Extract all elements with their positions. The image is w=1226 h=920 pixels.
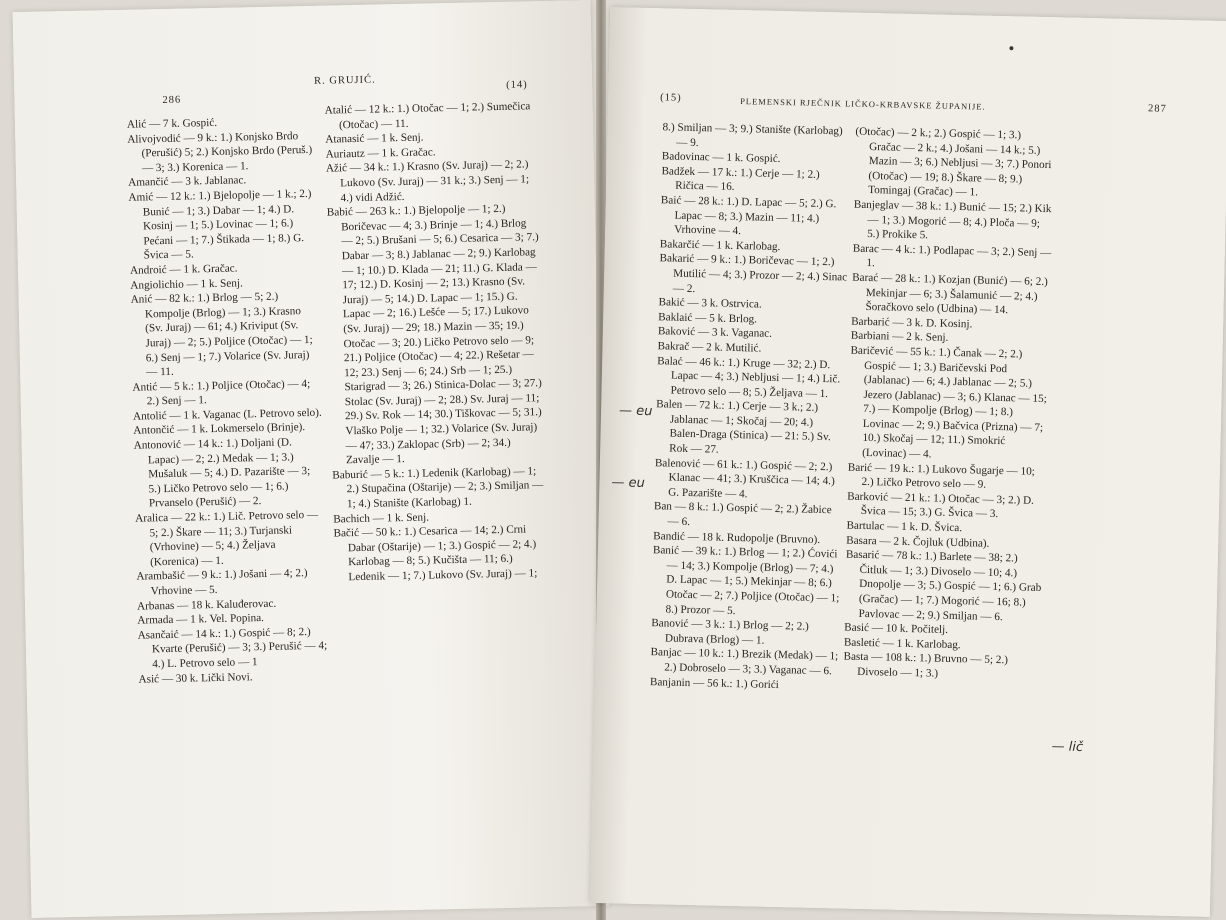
print-dot (1009, 46, 1013, 50)
dictionary-entry: Antončić — 1 k. Lokmerselo (Brinje). (133, 421, 306, 438)
dictionary-entry: Alić — 7 k. Gospić. (126, 116, 218, 131)
dictionary-entry: Auriautz — 1 k. Gračac. (325, 146, 436, 161)
dictionary-entry: Banović — 3 k.: 1.) Brlog — 2; 2.) Dubrava (Brlog) — 1. (651, 617, 809, 647)
dictionary-entry: Ban — 8 k.: 1.) Gospić — 2; 2.) Žabice — 6. (653, 500, 832, 529)
dictionary-entry: Alivojvodić — 9 k.: 1.) Konjsko Brdo (Perušić) 5; 2.) Konjsko Brdo (Peruš.) — 3; 3.) Korenica — 1. (127, 129, 313, 175)
dictionary-entry: Badovinac — 1 k. Gospić. (661, 150, 781, 166)
dictionary-entry: Barac — 4 k.: 1.) Podlapac — 3; 2.) Senj — 1. (852, 242, 1052, 270)
dictionary-entry: Baburić — 5 k.: 1.) Ledenik (Karlobag) — 1; 2.) Stupačina (Oštarije) — 2; 3.) Smiljan — 1; 4.) Stanište (Karlobag) 1. (332, 465, 544, 511)
dictionary-entry: Arambašić — 9 k.: 1.) Jošani — 4; 2.) Vrhovine — 5. (136, 567, 308, 598)
dictionary-entry: Asančaić — 14 k.: 1.) Gospić — 8; 2.) Kvarte (Perušić) — 3; 3.) Perušić — 4; 4.) L. Petrovo selo — 1 (137, 625, 328, 671)
dictionary-entry: Armada — 1 k. Vel. Popina. (137, 612, 265, 627)
dictionary-entry: Anić — 82 k.: 1.) Brlog — 5; 2.) Kompolje (Brlog) — 1; 3.) Krasno (Sv. Juraj) — 61; 4.) Kriviput (Sv. Juraj) — 2; 5.) Poljice (Otočac) — 1; 6.) Senj — 1; 7.) Volarice (Sv. Juraj) — 11. (130, 290, 313, 379)
dictionary-entry: Bachich — 1 k. Senj. (333, 511, 430, 526)
dictionary-entry: Balenović — 61 k.: 1.) Gospić — 2; 2.) Klanac — 41; 3.) Kruščica — 14; 4.) G. Pazarište — 4. (654, 456, 835, 501)
right-running-head: PLEMENSKI RJEČNIK LIČKO-KRBAVSKE ŽUPANIJE. (740, 96, 986, 112)
dictionary-entry: Balać — 46 k.: 1.) Kruge — 32; 2.) D. Lapac — 4; 3.) Nebljusi — 1; 4.) Lič. Petrovo selo — 8; 5.) Željava — 1. (657, 354, 841, 400)
dictionary-entry: Antonović — 14 k.: 1.) Doljani (D. Lapac) — 2; 2.) Medak — 1; 3.) Mušaluk — 5; 4.) D. Pazarište — 3; 5.) Ličko Petrovo selo — 1; 6.) Prvanselo (Perušić) — 2. (133, 436, 311, 510)
dictionary-entry: Antolić — 1 k. Vaganac (L. Petrovo selo). (132, 406, 322, 423)
left-page (13, 0, 610, 918)
dictionary-entry: Barbiani — 2 k. Senj. (850, 329, 949, 345)
dictionary-entry: Barbarić — 3 k. D. Kosinj. (851, 315, 973, 331)
dictionary-entry: Amančić — 3 k. Jablanac. (128, 174, 247, 190)
left-page-number: 286 (162, 94, 182, 107)
dictionary-entry: Arbanas — 18 k. Kaluđerovac. (136, 597, 277, 613)
dictionary-entry: Baklaić — 5 k. Brlog. (658, 310, 758, 326)
dictionary-entry: Bandić — 18 k. Rudopolje (Bruvno). (653, 529, 821, 546)
left-running-head: R. GRUJIĆ. (313, 74, 376, 87)
dictionary-entry: Balen — 72 k.: 1.) Cerje — 3 k.; 2.) Jablanac — 1; Skočaj — 20; 4.) Balen-Draga (Stinica) — 21: 5.) Sv. Rok — 27. (656, 398, 831, 456)
right-page (590, 7, 1226, 917)
dictionary-entry: Ažić — 34 k.: 1.) Krasno (Sv. Juraj) — 2; 2.) Lukovo (Sv. Juraj) — 31 k.; 3.) Senj — 1; 4.) vidi Adžić. (325, 158, 530, 204)
dictionary-entry: Banjanin — 56 k.: 1.) Gorići (649, 675, 780, 691)
left-column-number: (14) (506, 79, 528, 91)
dictionary-entry: Barković — 21 k.: 1.) Otočac — 3; 2.) D. Švica — 15; 3.) G. Švica — 3. (847, 490, 1035, 521)
dictionary-entry: Baković — 3 k. Vaganac. (657, 325, 773, 341)
dictionary-entry: Amić — 12 k.: 1.) Bjelopolje — 1 k.; 2.) Bunić — 1; 3.) Dabar — 1; 4.) D. Kosinj — 1; 5.) Lovinac — 1; 6.) Pećani — 1; 7.) Štikada — 1; 8.) G. Švica — 5. (128, 187, 312, 262)
dictionary-entry: Antić — 5 k.: 1.) Poljice (Otočac) — 4; 2.) Senj — 1. (132, 377, 311, 408)
dictionary-entry: Atalić — 12 k.: 1.) Otočac — 1; 2.) Sumečica (Otočac) — 11. (324, 100, 531, 131)
dictionary-entry: Badžek — 17 k.: 1.) Cerje — 1; 2.) Ričica — 16. (661, 165, 820, 194)
dictionary-entry: Baić — 28 k.: 1.) D. Lapac — 5; 2.) G. Lapac — 8; 3.) Mazin — 11; 4.) Vrhovine — 4. (660, 194, 837, 238)
dictionary-entry: Baričević — 55 k.: 1.) Čanak — 2; 2.) Gospić — 1; 3.) Baričevski Pod (Jablanac) — 6; 4.) Jablanac — 2; 5.) Jezero (Jablanac) — 3; 6.) Klanac — 15; 7.) — Kompolje (Brlog) — 1; 8.) Lovinac — 2; 9.) Bačvica (Prizna) — 7; 10.) Skočaj — 12; 11.) Smokrić (Lovinac) — 4. (850, 344, 1047, 461)
dictionary-entry: Bartulac — 1 k. D. Švica. (846, 519, 963, 535)
dictionary-entry: Basta — 108 k.: 1.) Bruvno — 5; 2.) Divoselo — 1; 3.) (843, 650, 1009, 680)
left-column-2 (325, 99, 547, 585)
right-page-number: 287 (1147, 103, 1167, 115)
dictionary-entry: Asić — 30 k. Lički Novi. (138, 670, 253, 686)
dictionary-entry: Banjeglav — 38 k.: 1.) Bunić — 15; 2.) Kik — 1; 3.) Mogorić — 8; 4.) Ploča — 9; 5.) Prokike 5. (853, 198, 1052, 242)
dictionary-entry: Banjac — 10 k.: 1.) Brezik (Medak) — 1; 2.) Dobroselo — 3; 3.) Vaganac — 6. (650, 646, 839, 678)
right-column-1 (650, 120, 851, 693)
dictionary-entry: Atanasić — 1 k. Senj. (325, 131, 424, 146)
dictionary-entry: Aralica — 22 k.: 1.) Lič. Petrovo selo — 5; 2.) Škare — 11; 3.) Turjanski (Vrhovine) — 5; 4.) Željava (Korenica) — 1. (135, 508, 319, 569)
dictionary-entry: Barać — 28 k.: 1.) Kozjan (Bunić) — 6; 2.) Mekinjar — 6; 3.) Šalamunić — 2; 4.) Šoračkovo selo (Udbina) — 14. (852, 271, 1048, 317)
dictionary-entry: Basletić — 1 k. Karlobag. (843, 636, 961, 651)
dictionary-entry: Bakarić — 9 k.: 1.) Boričevac — 1; 2.) Mutilić — 4; 3.) Prozor — 2; 4.) Sinac — 2. (659, 252, 848, 295)
dictionary-entry: Banić — 39 k.: 1.) Brlog — 1; 2.) Ćovići — 14; 3.) Kompolje (Brlog) — 7; 4.) D. Lapac — 1; 5.) Mekinjar — 8; 6.) Otočac — 2; 7.) Poljice (Otočac) — 1; 8.) Prozor — 5. (652, 544, 840, 617)
dictionary-entry: Bačić — 50 k.: 1.) Cesarica — 14; 2.) Crni Dabar (Oštarije) — 1; 3.) Gospić — 2; 4.) Karlobag — 8; 5.) Kučišta — 11; 6.) Ledenik — 1; 7.) Lukovo (Sv. Juraj) — 1; (333, 523, 538, 584)
dictionary-entry: Barić — 19 k.: 1.) Lukovo Šugarje — 10; 2.) Ličko Petrovo selo — 9. (847, 461, 1036, 491)
margin-note: — lič (1051, 739, 1084, 755)
dictionary-entry: Androić — 1 k. Gračac. (129, 262, 238, 277)
dictionary-entry: (Otočac) — 2 k.; 2.) Gospić — 1; 3.) Gračac — 2 k.; 4.) Jošani — 14 k.; 5.) Mazin — 3; 6.) Nebljusi — 3; 7.) Ponori (Otočac) — 19; 8.) Škare — 8; 9.) Tomingaj (Gračac) — 1. (855, 125, 1052, 199)
dictionary-entry: Basarić — 78 k.: 1.) Barlete — 38; 2.) Čitluk — 1; 3.) Divoselo — 10; 4.) Dnopolje — 3; 5.) Gospić — 1; 6.) Grab (Gračac) — 1; 7.) Mogorić — 16; 8.) Pavlovac — 2; 9.) Smiljan — 6. (845, 548, 1042, 623)
dictionary-entry: Bakrač — 2 k. Mutilić. (657, 340, 762, 355)
dictionary-entry: Babić — 263 k.: 1.) Bjelopolje — 1; 2.) Boričevac — 4; 3.) Brinje — 1; 4.) Brlog — 2; 5.) Brušani — 5; 6.) Cesarica — 3; 7.) Dabar — 3; 8.) Jablanac — 2; 9.) Karlobag — 1; 10.) D. Klada — 21; 11.) G. Klada — 17; 12.) D. Kosinj — 2; 13.) Krasno (Sv. Juraj) — 5; 14.) D. Lapac — 1; 15.) G. Lapac — 2; 16.) Lešće — 5; 17.) Lukovo (Sv. Juraj) — 29; 18.) Mazin — 35; 19.) Otočac — 3; 20.) Ličko Petrovo selo — 9; 21.) Poljice (Otočac) — 4; 22.) Rešetar — 12; 23.) Senj — 6; 24.) Srb — 1; 25.) Starigrad — 3; 26.) Stinica-Dolac — 3; 27.) Stolac (Sv. Juraj) — 2; 28.) Sv. Juraj — 11; 29.) Sv. Rok — 14; 30.) Tiškovac — 5; 31.) Vlaško Polje — 1; 32.) Volarice (Sv. Juraj) — 47; 33.) Zaklopac (Srb) — 2; 34.) Zavalje — 1. (326, 203, 542, 467)
dictionary-entry: Basara — 2 k. Čojluk (Udbina). (846, 534, 990, 550)
margin-note: — eu (618, 403, 653, 420)
dictionary-entry: Bakić — 3 k. Ostrvica. (658, 296, 762, 311)
right-column-number: (15) (660, 92, 682, 104)
left-column-1 (127, 114, 329, 687)
margin-note: — eu (611, 475, 645, 491)
right-column-2 (843, 125, 1056, 684)
dictionary-entry: Bakarčić — 1 k. Karlobag. (659, 238, 781, 253)
dictionary-entry: 8.) Smiljan — 3; 9.) Stanište (Karlobag) — 9. (662, 121, 843, 149)
dictionary-entry: Angiolichio — 1 k. Senj. (130, 276, 243, 292)
dictionary-entry: Basić — 10 k. Počitelj. (844, 621, 949, 637)
